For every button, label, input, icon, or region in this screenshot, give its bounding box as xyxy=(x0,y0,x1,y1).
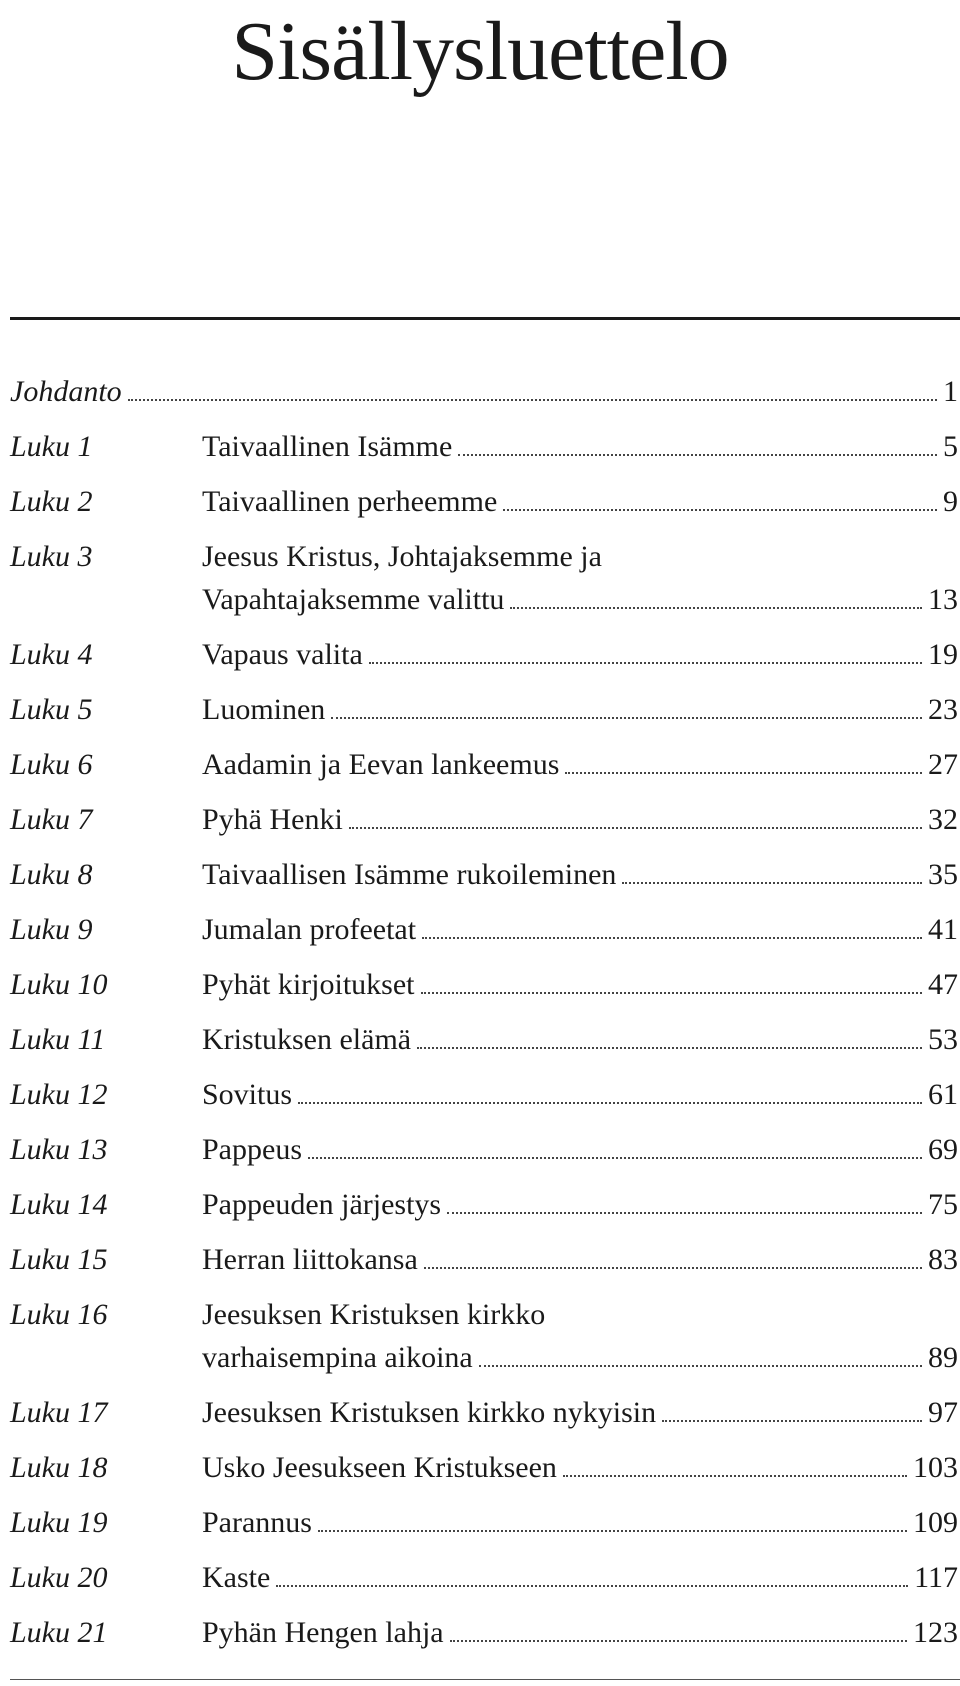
toc-entry[interactable] xyxy=(10,1073,958,1116)
chapter-title: Taivaallinen perheemme xyxy=(202,485,498,518)
page-number: 41 xyxy=(928,913,958,946)
page-number: 117 xyxy=(914,1561,958,1594)
page-number: 83 xyxy=(928,1243,958,1276)
chapter-title: Sovitus xyxy=(202,1078,293,1111)
page-number: 32 xyxy=(928,803,958,836)
page-number: 75 xyxy=(928,1188,958,1221)
entry-body xyxy=(202,963,958,1006)
page-number: 13 xyxy=(928,583,958,616)
chapter-label: Luku 10 xyxy=(10,968,108,1001)
dot-leader xyxy=(422,936,922,939)
page-number: 69 xyxy=(928,1133,958,1166)
entry-body xyxy=(202,1183,958,1226)
entry-body xyxy=(202,480,958,523)
entry-body xyxy=(202,425,958,468)
page-number: 35 xyxy=(928,858,958,891)
toc-entry[interactable] xyxy=(10,798,958,841)
chapter-label: Luku 12 xyxy=(10,1078,108,1111)
entry-body xyxy=(202,1293,958,1379)
dot-leader xyxy=(417,1046,922,1049)
entry-body xyxy=(202,1611,958,1654)
dot-leader xyxy=(424,1266,922,1269)
entry-body xyxy=(202,908,958,951)
chapter-title: Pappeus xyxy=(202,1133,302,1166)
chapter-title: varhaisempina aikoina xyxy=(202,1341,473,1374)
page-number: 97 xyxy=(928,1396,958,1429)
toc-entry[interactable] xyxy=(10,535,958,621)
page-number: 53 xyxy=(928,1023,958,1056)
page-number: 5 xyxy=(943,430,958,463)
dot-leader xyxy=(565,771,922,774)
entry-body xyxy=(202,535,958,621)
chapter-title: Vapahtajaksemme valittu xyxy=(202,583,505,616)
toc-entry[interactable] xyxy=(10,1556,958,1599)
dot-leader xyxy=(503,508,937,511)
toc-entry-intro[interactable] xyxy=(10,370,958,413)
page-title: Sisällysluettelo xyxy=(231,5,729,98)
chapter-title: Pyhät kirjoitukset xyxy=(202,968,415,1001)
chapter-label: Luku 3 xyxy=(10,540,93,573)
chapter-label: Luku 17 xyxy=(10,1396,108,1429)
toc-entry[interactable] xyxy=(10,425,958,468)
chapter-label: Luku 1 xyxy=(10,430,93,463)
toc-entry[interactable] xyxy=(10,1391,958,1434)
chapter-label: Luku 6 xyxy=(10,748,93,781)
toc-entry[interactable] xyxy=(10,480,958,523)
chapter-label: Luku 7 xyxy=(10,803,93,836)
entry-body xyxy=(202,1391,958,1434)
dot-leader xyxy=(298,1101,922,1104)
chapter-label: Luku 5 xyxy=(10,693,93,726)
chapter-title: Jumalan profeetat xyxy=(202,913,417,946)
chapter-title: Kaste xyxy=(202,1561,271,1594)
toc-entry[interactable] xyxy=(10,853,958,896)
chapter-title: Parannus xyxy=(202,1506,312,1539)
entry-body xyxy=(202,853,958,896)
table-of-contents xyxy=(10,370,958,1666)
entry-body xyxy=(202,1446,958,1489)
page-number: 103 xyxy=(913,1451,958,1484)
dot-leader xyxy=(458,453,937,456)
dot-leader xyxy=(421,991,923,994)
toc-entry[interactable] xyxy=(10,1446,958,1489)
dot-leader xyxy=(479,1364,922,1367)
toc-entry[interactable] xyxy=(10,1293,958,1379)
toc-entry[interactable] xyxy=(10,963,958,1006)
chapter-title-line1: Jeesuksen Kristuksen kirkko xyxy=(202,1298,546,1331)
page-number: 47 xyxy=(928,968,958,1001)
top-divider xyxy=(10,317,960,320)
entry-body xyxy=(202,1238,958,1281)
chapter-label: Luku 13 xyxy=(10,1133,108,1166)
chapter-title: Taivaallisen Isämme rukoileminen xyxy=(202,858,617,891)
page-number: 89 xyxy=(928,1341,958,1374)
chapter-title: Usko Jeesukseen Kristukseen xyxy=(202,1451,557,1484)
page-number: 1 xyxy=(943,375,958,408)
dot-leader xyxy=(369,661,922,664)
page-number: 9 xyxy=(943,485,958,518)
toc-entry[interactable] xyxy=(10,908,958,951)
dot-leader xyxy=(447,1211,922,1214)
chapter-title-line1: Jeesus Kristus, Johtajaksemme ja xyxy=(202,540,602,573)
chapter-title: Kristuksen elämä xyxy=(202,1023,412,1056)
entry-body xyxy=(202,743,958,786)
chapter-title: Taivaallinen Isämme xyxy=(202,430,453,463)
dot-leader xyxy=(349,826,922,829)
entry-body xyxy=(202,798,958,841)
toc-entry[interactable] xyxy=(10,1183,958,1226)
page-number: 109 xyxy=(913,1506,958,1539)
toc-entry[interactable] xyxy=(10,1238,958,1281)
chapter-label: Luku 19 xyxy=(10,1506,108,1539)
dot-leader xyxy=(563,1474,907,1477)
chapter-title: Herran liittokansa xyxy=(202,1243,418,1276)
entry-body xyxy=(202,1501,958,1544)
entry-body xyxy=(202,1018,958,1061)
chapter-label: Luku 4 xyxy=(10,638,93,671)
chapter-title: Pyhän Hengen lahja xyxy=(202,1616,444,1649)
entry-body xyxy=(202,688,958,731)
intro-label: Johdanto xyxy=(10,375,122,408)
page-number: 23 xyxy=(928,693,958,726)
entry-body xyxy=(202,633,958,676)
toc-entry[interactable] xyxy=(10,633,958,676)
chapter-title: Jeesuksen Kristuksen kirkko nykyisin xyxy=(202,1396,657,1429)
dot-leader xyxy=(331,716,922,719)
toc-entry[interactable] xyxy=(10,1501,958,1544)
dot-leader xyxy=(276,1584,908,1587)
chapter-title: Pyhä Henki xyxy=(202,803,343,836)
dot-leader xyxy=(318,1529,907,1532)
chapter-label: Luku 14 xyxy=(10,1188,108,1221)
toc-entry[interactable] xyxy=(10,1611,958,1654)
dot-leader xyxy=(662,1419,922,1422)
chapter-label: Luku 8 xyxy=(10,858,93,891)
toc-entry[interactable] xyxy=(10,1128,958,1171)
dot-leader xyxy=(622,881,922,884)
bottom-divider xyxy=(10,1679,960,1680)
entry-body xyxy=(202,1073,958,1116)
chapter-label: Luku 11 xyxy=(10,1023,106,1056)
chapter-title: Aadamin ja Eevan lankeemus xyxy=(202,748,560,781)
chapter-label: Luku 21 xyxy=(10,1616,108,1649)
chapter-title: Pappeuden järjestys xyxy=(202,1188,442,1221)
entry-body xyxy=(202,1556,958,1599)
chapter-label: Luku 18 xyxy=(10,1451,108,1484)
page-number: 19 xyxy=(928,638,958,671)
page-number: 61 xyxy=(928,1078,958,1111)
dot-leader xyxy=(450,1639,907,1642)
dot-leader xyxy=(308,1156,922,1159)
chapter-label: Luku 20 xyxy=(10,1561,108,1594)
toc-entry[interactable] xyxy=(10,743,958,786)
chapter-label: Luku 15 xyxy=(10,1243,108,1276)
chapter-label: Luku 9 xyxy=(10,913,93,946)
toc-entry[interactable] xyxy=(10,1018,958,1061)
page-number: 123 xyxy=(913,1616,958,1649)
chapter-title: Vapaus valita xyxy=(202,638,363,671)
page-number: 27 xyxy=(928,748,958,781)
chapter-title: Luominen xyxy=(202,693,326,726)
dot-leader xyxy=(128,398,937,401)
dot-leader xyxy=(510,606,922,609)
chapter-label: Luku 16 xyxy=(10,1298,108,1331)
chapter-label: Luku 2 xyxy=(10,485,93,518)
toc-entry[interactable] xyxy=(10,688,958,731)
entry-body xyxy=(202,1128,958,1171)
